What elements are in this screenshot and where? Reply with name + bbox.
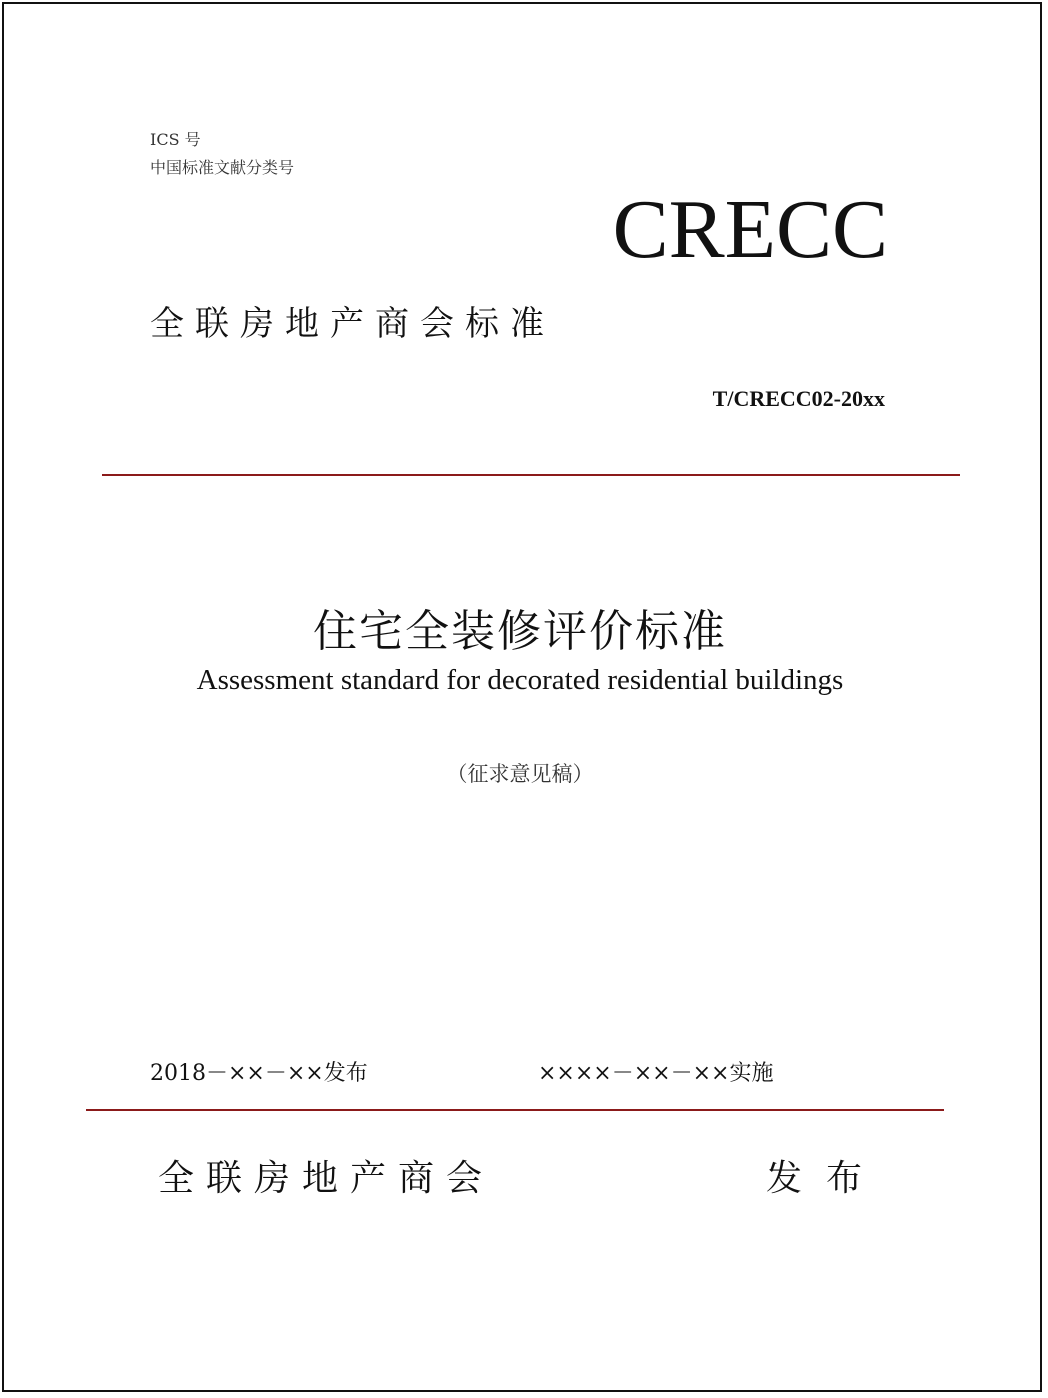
standard-type-heading: 全联房地产商会标准 [150, 304, 555, 344]
crecc-logo: CRECC [612, 183, 888, 276]
effective-date: ××××－××－××实施 [538, 1061, 774, 1086]
publisher-name: 全联房地产商会 [158, 1158, 495, 1199]
publish-date: 2018－××－××发布 [150, 1061, 368, 1086]
top-divider [102, 474, 960, 476]
standard-code: T/CRECC02-20xx [712, 386, 885, 411]
document-title-english: Assessment standard for decorated residential buildings [196, 664, 844, 696]
ics-label: ICS 号 [150, 130, 201, 149]
bottom-divider [86, 1109, 944, 1111]
publish-label: 发布 [766, 1158, 887, 1199]
draft-note: （征求意见稿） [446, 762, 594, 786]
document-title-chinese: 住宅全装修评价标准 [313, 606, 727, 657]
classification-label: 中国标准文献分类号 [150, 158, 295, 177]
